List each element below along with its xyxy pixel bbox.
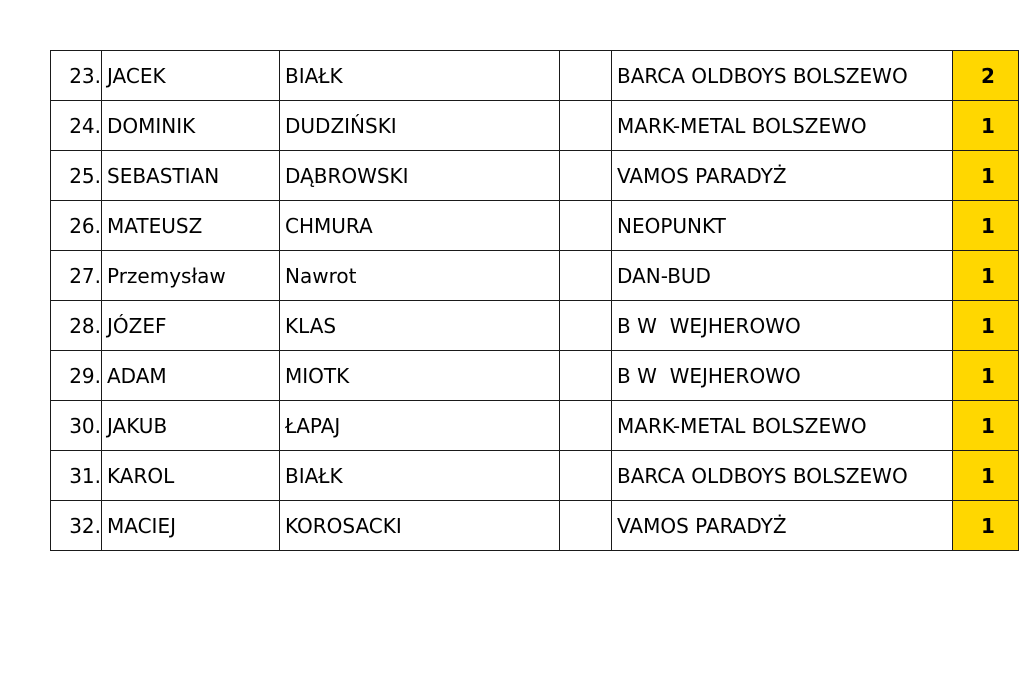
row-number: 24.	[51, 101, 102, 151]
first-name: JACEK	[102, 51, 280, 101]
last-name: KLAS	[280, 301, 560, 351]
last-name: DĄBROWSKI	[280, 151, 560, 201]
blank-cell	[560, 451, 612, 501]
blank-cell	[560, 351, 612, 401]
team-name: BARCA OLDBOYS BOLSZEWO	[612, 51, 953, 101]
last-name: Nawrot	[280, 251, 560, 301]
table-row	[51, 451, 1019, 501]
last-name: BIAŁK	[280, 451, 560, 501]
blank-cell	[560, 51, 612, 101]
team-name: MARK-METAL BOLSZEWO	[612, 101, 953, 151]
table-row	[51, 151, 1019, 201]
table-row	[51, 201, 1019, 251]
row-number: 27.	[51, 251, 102, 301]
scorers-table-body	[51, 51, 1019, 551]
first-name: KAROL	[102, 451, 280, 501]
team-name: MARK-METAL BOLSZEWO	[612, 401, 953, 451]
goals-count: 1	[953, 251, 1019, 301]
goals-count: 1	[953, 401, 1019, 451]
goals-count: 1	[953, 351, 1019, 401]
blank-cell	[560, 251, 612, 301]
first-name: MATEUSZ	[102, 201, 280, 251]
row-number: 29.	[51, 351, 102, 401]
blank-cell	[560, 201, 612, 251]
table-row	[51, 251, 1019, 301]
row-number: 28.	[51, 301, 102, 351]
team-name: B W WEJHEROWO	[612, 301, 953, 351]
team-name: VAMOS PARADYŻ	[612, 151, 953, 201]
goals-count: 1	[953, 201, 1019, 251]
blank-cell	[560, 151, 612, 201]
first-name: MACIEJ	[102, 501, 280, 551]
row-number: 32.	[51, 501, 102, 551]
blank-cell	[560, 401, 612, 451]
last-name: ŁAPAJ	[280, 401, 560, 451]
row-number: 31.	[51, 451, 102, 501]
blank-cell	[560, 501, 612, 551]
team-name: B W WEJHEROWO	[612, 351, 953, 401]
table-row	[51, 351, 1019, 401]
table-row	[51, 501, 1019, 551]
row-number: 23.	[51, 51, 102, 101]
row-number: 30.	[51, 401, 102, 451]
goals-count: 1	[953, 101, 1019, 151]
team-name: BARCA OLDBOYS BOLSZEWO	[612, 451, 953, 501]
row-number: 25.	[51, 151, 102, 201]
first-name: JÓZEF	[102, 301, 280, 351]
goals-count: 1	[953, 151, 1019, 201]
last-name: BIAŁK	[280, 51, 560, 101]
blank-cell	[560, 301, 612, 351]
table-row	[51, 101, 1019, 151]
first-name: Przemysław	[102, 251, 280, 301]
table-row	[51, 51, 1019, 101]
last-name: DUDZIŃSKI	[280, 101, 560, 151]
table-row	[51, 401, 1019, 451]
scorers-table	[50, 50, 1019, 551]
first-name: DOMINIK	[102, 101, 280, 151]
goals-count: 1	[953, 501, 1019, 551]
goals-count: 2	[953, 51, 1019, 101]
table-row	[51, 301, 1019, 351]
last-name: MIOTK	[280, 351, 560, 401]
first-name: JAKUB	[102, 401, 280, 451]
blank-cell	[560, 101, 612, 151]
first-name: SEBASTIAN	[102, 151, 280, 201]
goals-count: 1	[953, 451, 1019, 501]
team-name: VAMOS PARADYŻ	[612, 501, 953, 551]
team-name: DAN-BUD	[612, 251, 953, 301]
last-name: KOROSACKI	[280, 501, 560, 551]
first-name: ADAM	[102, 351, 280, 401]
team-name: NEOPUNKT	[612, 201, 953, 251]
row-number: 26.	[51, 201, 102, 251]
last-name: CHMURA	[280, 201, 560, 251]
goals-count: 1	[953, 301, 1019, 351]
